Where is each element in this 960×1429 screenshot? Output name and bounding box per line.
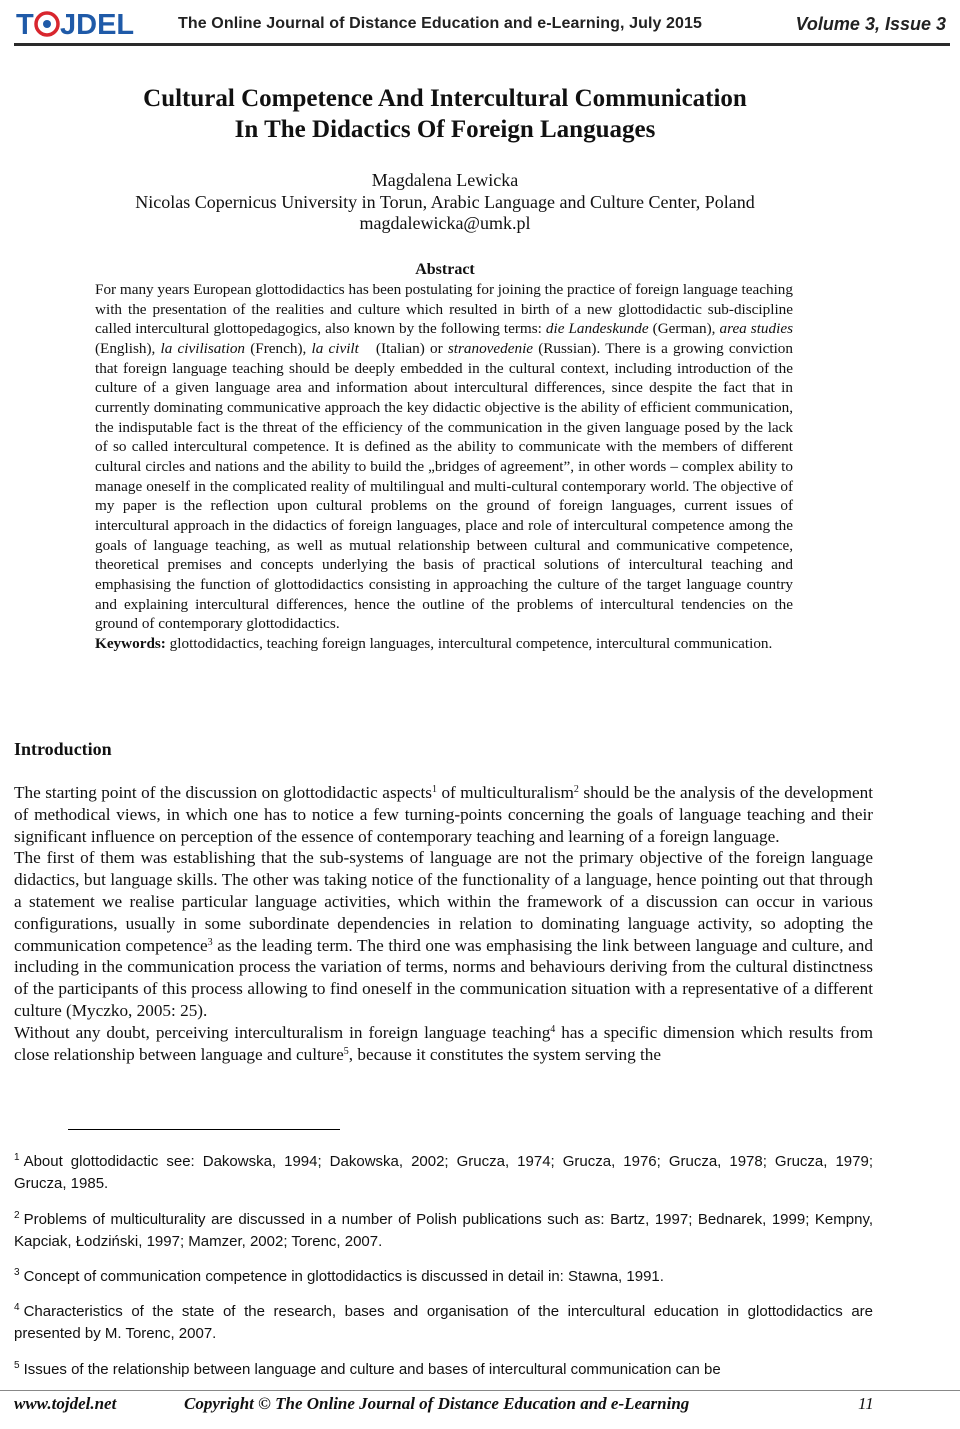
footnote-ref[interactable]: 2 (573, 784, 579, 795)
footnote-ref[interactable]: 3 (207, 936, 213, 948)
header-divider (14, 43, 950, 46)
keywords-label: Keywords: (95, 634, 166, 652)
footer-copyright: Copyright © The Online Journal of Distance Education and e-Learning (184, 1394, 690, 1413)
page-header (0, 0, 960, 48)
body-paragraph: Without any doubt, perceiving interculturalism in foreign language teaching$^4$ has a specific dimension which results from close relationship between language and culture$^5$, because it constitutes the system serving the (14, 1022, 873, 1064)
body-paragraph: The starting point of the discussion on glottodidactic aspects$^1$ of multiculturalism$^2$ should be the analysis of the development of methodical views, in which one has to notice a few turning-points concerning the goals of language teaching and their significant influence on perception of the essence of contemporary teaching and learning of a foreign language. (14, 783, 873, 846)
footnote: $^4$ Characteristics of the state of the research, bases and organisation of the intercultural education in glottodidactics are presented by M. Torenc, 2007. (14, 1302, 873, 1342)
keywords (95, 634, 793, 654)
svg-text:JDEL: JDEL (60, 9, 135, 40)
footnote-ref[interactable]: 5 (343, 1045, 349, 1057)
svg-text:T: T (16, 9, 34, 40)
footnote: $^1$ About glottodidactic see: Dakowska, 1994; Dakowska, 2002; Grucza, 1974; Grucza, 1976; Grucza, 1978; Grucza, 1979; Grucza, 1985. (14, 1152, 873, 1192)
footnote-ref[interactable]: 1 (431, 784, 437, 795)
footnote: $^3$ Concept of communication competence in glottodidactics is discussed in detail in: Stawna, 1991. (14, 1267, 664, 1285)
article-title-line-1: Cultural Competence And Intercultural Communication (143, 85, 747, 112)
abstract-body (95, 280, 793, 653)
footnote: $^5$ Issues of the relationship between language and culture and bases of intercultural communication can be (14, 1360, 721, 1378)
footer-divider (0, 1390, 960, 1391)
abstract-paragraph: For many years European glottodidactics has been postulating for joining the practice of foreign language teaching with the presentation of the realities and culture which resulted in birth of a new glottodidactic sub-discipline called intercultural glottopedagogics, also known by the following terms: die Landeskunde (German), area studies (English), la civilisation (French), la civilt  (Italian) or stranovedenie (Russian). There is a growing conviction that foreign language teaching should be deeply embedded in the cultural context, including introduction of the culture of a given language area and information about intercultural differences, since despite the fact that in currently dominating communicative approach the key didactic objective is the ability of efficient communication, the indisputable fact is the threat of the efficiency of the communication in the given language posed by the lack of so called intercultural competence. It is defined as the ability to communicate with the members of different cultural circles and nations and the ability to build the „bridges of agreement”, in other words – complex ability to manage oneself in the complicated reality of multilingual and multi-cultural contemporary world. The objective of my paper is the reflection upon cultural problems on the ground of foreign languages, current issues of intercultural approach in the didactics of foreign languages, place and role of intercultural competence among the goals of language teaching, as well as mutual relationship between cultural and communicative competence, theoretical premises and concepts underlying the basis of practical solutions of intercultural teaching and emphasising the function of glottodidactics consisting in approaching the culture of the target language country and explaining intercultural differences, hence the outline of the problems of intercultural tendencies on the ground of contemporary glottodidactics. (95, 281, 793, 633)
article-title-line-2: In The Didactics Of Foreign Languages (234, 116, 656, 143)
author-affiliation: Nicolas Copernicus University in Torun, Arabic Language and Culture Center, Poland (135, 192, 755, 212)
tojdel-logo-icon (16, 6, 154, 40)
footnote-divider (68, 1129, 340, 1130)
page-number: 11 (858, 1394, 874, 1413)
footnote-ref[interactable]: 4 (550, 1023, 556, 1035)
keywords-list: glottodidactics, teaching foreign languages, intercultural competence, intercultural communication. (165, 634, 773, 652)
footnote: $^2$ Problems of multiculturality are discussed in a number of Polish publications such as: Bartz, 1997; Bednarek, 1999; Kempny, Kapciak, Łodziński, 1997; Mamzer, 2002; Torenc, 2007. (14, 1210, 873, 1250)
footer-website-link[interactable]: www.tojdel.net (14, 1394, 117, 1413)
body-paragraph: The first of them was establishing that the sub-systems of language are not the primary objective of the foreign language didactics, but language skills. The other was taking notice of the functionality of a language, hence pointing out that through a statement we realise particular language activities, which within the framework of a discussion can occur in various configurations, usually in some subordinate dependencies in relation to dominating language activity, so adopting the communication competence$^3$ as the leading term. The third one was emphasising the link between language and culture, and including in the communication process the variation of terms, norms and behaviours deriving from the cultural distinctness of the participants of this process allowing to find oneself in the communication situation with a representative of a different culture (Myczko, 2005: 25). (14, 848, 873, 1020)
author-name: Magdalena Lewicka (371, 170, 519, 190)
introduction-body (14, 782, 873, 1065)
author-email[interactable]: magdalewicka@umk.pl (359, 213, 531, 233)
volume-issue: Volume 3, Issue 3 (795, 14, 946, 34)
journal-info: The Online Journal of Distance Education and e-Learning, July 2015 (178, 15, 703, 32)
journal-logo (16, 6, 154, 40)
introduction-heading: Introduction (14, 739, 112, 759)
abstract-heading: Abstract (415, 261, 475, 278)
